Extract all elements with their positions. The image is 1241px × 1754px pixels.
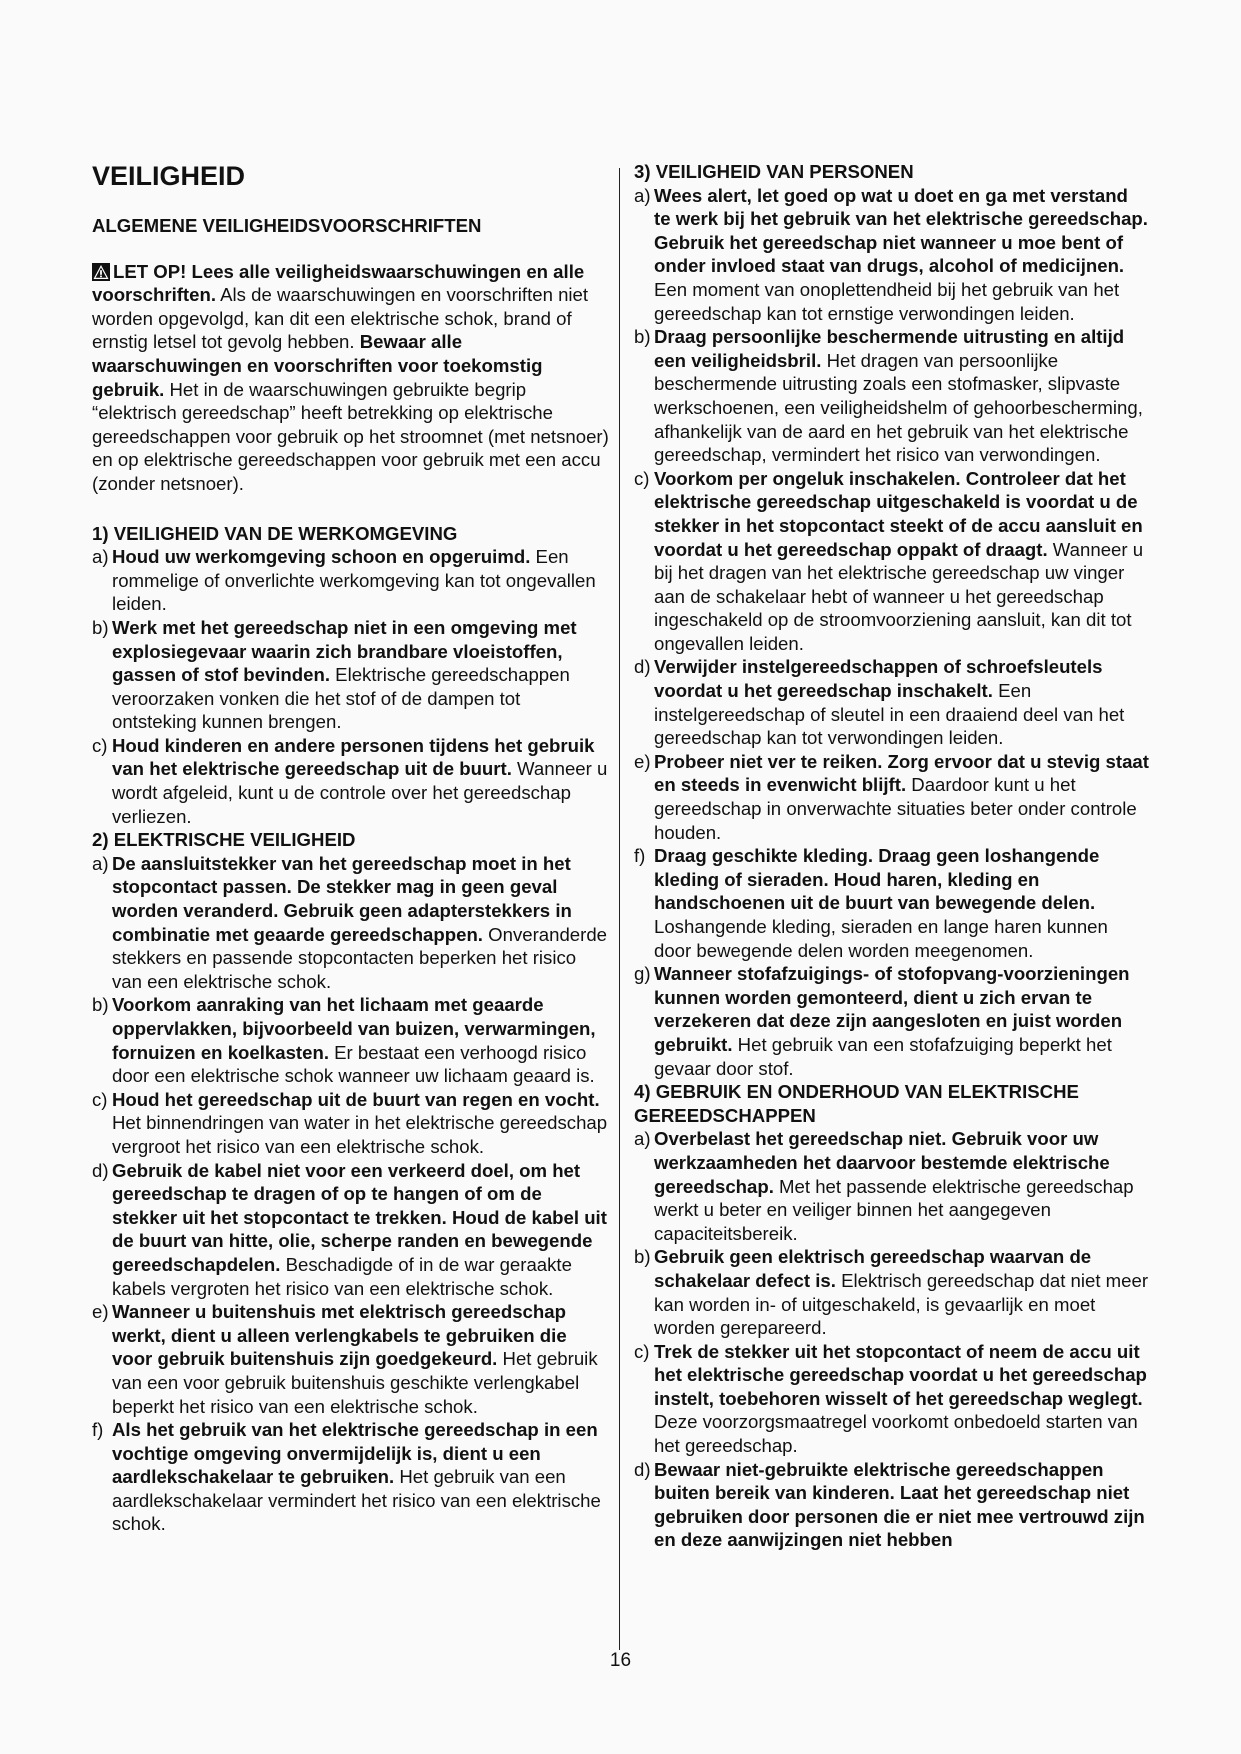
section-title-use-maintenance: 4) GEBRUIK EN ONDERHOUD VAN ELEKTRISCHE GEREEDSCHAPPEN [634,1081,1079,1126]
personal-safety-list [634,184,1149,1081]
list-item: a) Wees alert, let goed op wat u doet en ga met verstand te werk bij het gebruik van het elektrische gereedschap. Gebruik het gereedschap niet wanneer u moe bent of onder invloed staat van drugs, alcohol of medicijnen. Een moment van onoplettendheid bij het gebruik van het gereedschap kan tot ernstige verwondingen leiden. [634,184,1148,324]
list-item: f) Als het gebruik van het elektrische gereedschap in een vochtige omgeving onvermijdelijk is, dient u een aardlekschakelaar te gebruiken. Het gebruik van een aardlekschakelaar vermindert het risico van een elektrische schok. [92,1419,601,1535]
list-item: d) Gebruik de kabel niet voor een verkeerd doel, om het gereedschap te dragen of op te hangen of om de stekker uit het stopcontact te trekken. Houd de kabel uit de buurt van hitte, olie, scherpe randen en bewegende gereedschapdelen. Beschadigde of in de war geraakte kabels vergroten het risico van een elektrische schok. [92,1159,607,1299]
list-item: e) Probeer niet ver te reiken. Zorg ervoor dat u stevig staat en steeds in evenwicht blijft. Daardoor kunt u het gereedschap in onverwachte situaties beter onder controle houden. [634,750,1149,843]
list-item: c) Voorkom per ongeluk inschakelen. Controleer dat het elektrische gereedschap uitgeschakeld is voordat u de stekker in het stopcontact steekt of de accu aansluit en voordat u het gereedschap oppakt of draagt. Wanneer u bij het dragen van het elektrische gereedschap uw vinger aan de schakelaar hebt of wanneer u het gereedschap ingeschakeld op de stroomvoorziening aansluit, kan dit tot ongevallen leiden. [634,467,1144,654]
list-item: b) Werk met het gereedschap niet in een omgeving met explosiegevaar waarin zich brandbare vloeistoffen, gassen of stof bevinden. Elektrische gereedschappen veroorzaken vonken die het stof of de dampen tot ontsteking kunnen brengen. [92,616,577,733]
section-title-personal: 3) VEILIGHEID VAN PERSONEN [634,161,914,182]
general-safety-heading: ALGEMENE VEILIGHEIDSVOORSCHRIFTEN [92,215,482,236]
list-item: c) Trek de stekker uit het stopcontact of neem de accu uit het elektrische gereedschap voordat u het gereedschap instelt, toebehoren wisselt of het gereedschap weglegt. Deze voorzorgsmaatregel voorkomt onbedoeld starten van het gereedschap. [634,1340,1147,1457]
list-item: c) Houd kinderen en andere personen tijdens het gebruik van het elektrische gereedschap uit de buurt. Wanneer u wordt afgeleid, kunt u de controle over het gereedschap verliezen. [92,734,608,827]
intro-bold-1: LET OP! Lees alle veiligheidswaarschuwingen en alle voorschriften. [92,260,585,306]
list-item: b) Draag persoonlijke beschermende uitrusting en altijd een veiligheidsbril. Het dragen van persoonlijke beschermende uitrusting zoals een stofmasker, slipvaste werkschoenen, een veiligheidshelm of gehoorbescherming, afhankelijk van de aard en het gebruik van het elektrische gereedschap, vermindert het risico van verwondingen. [634,326,1143,466]
intro-bold-2: Bewaar alle waarschuwingen en voorschriften voor toekomstig gebruik. [92,331,543,400]
electrical-safety-list [92,852,610,1536]
section-title-electrical: 2) ELEKTRISCHE VEILIGHEID [92,829,356,851]
list-item: d) Verwijder instelgereedschappen of schroefsleutels voordat u het gereedschap inschakelt. Een instelgereedschap of sleutel in een draaiend deel van het gereedschap kan tot verwondingen leiden. [634,656,1125,749]
page-number: 16 [609,1650,632,1671]
section-title-work-area: 1) VEILIGHEID VAN DE WERKOMGEVING [92,522,458,544]
intro-text-1: Als de waarschuwingen en voorschriften niet worden opgevolgd, kan dit een elektrische schok, brand of ernstig letsel tot gevolg hebben. [92,284,589,353]
list-item: g) Wanneer stofafzuigings- of stofopvang-voorzieningen kunnen worden gemonteerd, dient u zich ervan te verzekeren dat deze zijn aangesloten en juist worden gebruikt. Het gebruik van een stofafzuiging beperkt het gevaar door stof. [634,963,1130,1079]
list-item: e) Wanneer u buitenshuis met elektrisch gereedschap werkt, dient u alleen verlengkabels te gebruiken die voor gebruik buitenshuis zijn goedgekeurd. Het gebruik van een voor gebruik buitenshuis geschikte verlengkabel beperkt het risico van een elektrische schok. [92,1301,598,1417]
list-item: a) De aansluitstekker van het gereedschap moet in het stopcontact passen. De stekker mag in geen geval worden veranderd. Gebruik geen adapterstekkers in combinatie met geaarde gereedschappen. Onveranderde stekkers en passende stopcontacten beperken het risico van een elektrische schok. [92,852,608,992]
intro-paragraph [92,260,610,496]
list-item: b) Gebruik geen elektrisch gereedschap waarvan de schakelaar defect is. Elektrisch gereedschap dat niet meer kan worden in- of uitgeschakeld, is gevaarlijk en moet worden gerepareerd. [634,1246,1149,1339]
warning-triangle-icon [92,263,110,281]
list-item: a) Overbelast het gereedschap niet. Gebruik voor uw werkzaamheden het daarvoor bestemde elektrische gereedschap. Met het passende elektrische gereedschap werkt u beter en veiliger binnen het aangegeven capaciteitsbereik. [634,1128,1134,1244]
list-item: f) Draag geschikte kleding. Draag geen loshangende kleding of sieraden. Houd haren, kleding en handschoenen uit de buurt van bewegende delen. Loshangende kleding, sieraden en lange haren kunnen door bewegende delen worden meegenomen. [634,845,1108,961]
list-item: c) Houd het gereedschap uit de buurt van regen en vocht. Het binnendringen van water in het elektrische gereedschap vergroot het risico van een elektrische schok. [92,1088,608,1157]
column-divider [619,168,620,1650]
list-item: d) Bewaar niet-gebruikte elektrische gereedschappen buiten bereik van kinderen. Laat het gereedschap niet gebruiken door personen die er niet mee vertrouwd zijn en deze aanwijzingen niet hebben [634,1458,1145,1551]
list-item: a) Houd uw werkomgeving schoon en opgeruimd. Een rommelige of onverlichte werkomgeving kan tot ongevallen leiden. [92,546,596,615]
use-maintenance-list [634,1127,1149,1552]
intro-text-2: Het in de waarschuwingen gebruikte begrip “elektrisch gereedschap” heeft betrekking op elektrische gereedschappen voor gebruik op het stroomnet (met netsnoer) en op elektrische gereedschappen voor gebruik met een accu (zonder netsnoer). [92,378,609,494]
right-column [634,160,1149,1552]
work-area-list [92,545,610,828]
list-item: b) Voorkom aanraking van het lichaam met geaarde oppervlakken, bijvoorbeeld van buizen, verwarmingen, fornuizen en koelkasten. Er bestaat een verhoogd risico door een elektrische schok wanneer uw lichaam geaard is. [92,994,596,1087]
left-column [92,160,610,1536]
page-title: VEILIGHEID [92,161,246,191]
